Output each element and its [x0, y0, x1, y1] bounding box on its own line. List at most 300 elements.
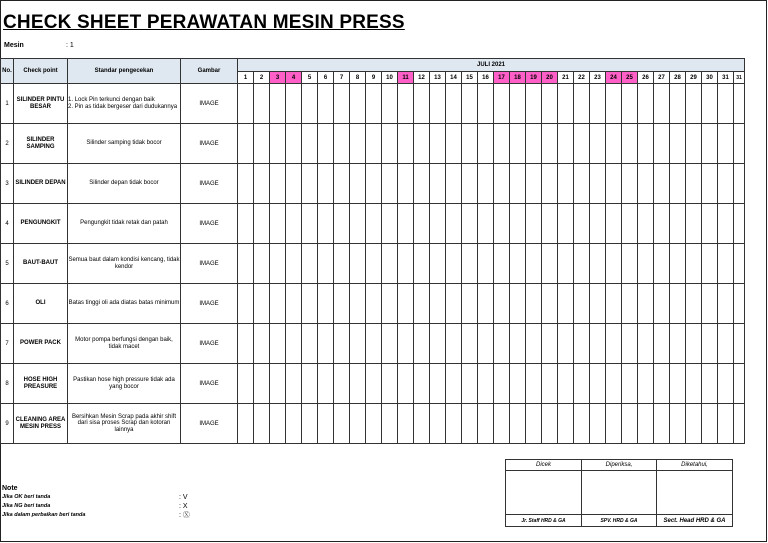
- day-check-cell[interactable]: [638, 84, 654, 124]
- day-check-cell[interactable]: [654, 204, 670, 244]
- day-check-cell[interactable]: [686, 124, 702, 164]
- day-check-cell[interactable]: [590, 284, 606, 324]
- day-check-cell[interactable]: [558, 284, 574, 324]
- day-check-cell[interactable]: [334, 164, 350, 204]
- day-check-cell[interactable]: [702, 244, 718, 284]
- day-check-cell[interactable]: [702, 284, 718, 324]
- day-check-cell[interactable]: [350, 204, 366, 244]
- day-check-cell[interactable]: [414, 84, 430, 124]
- day-check-cell[interactable]: [270, 244, 286, 284]
- day-check-cell[interactable]: [526, 84, 542, 124]
- day-check-cell[interactable]: [510, 244, 526, 284]
- day-check-cell[interactable]: [334, 324, 350, 364]
- day-check-cell[interactable]: [654, 364, 670, 404]
- day-check-cell[interactable]: [526, 244, 542, 284]
- day-header: 30: [702, 72, 718, 84]
- day-check-cell[interactable]: [654, 84, 670, 124]
- day-check-cell[interactable]: [510, 284, 526, 324]
- day-check-cell[interactable]: [734, 204, 745, 244]
- day-check-cell[interactable]: [446, 204, 462, 244]
- day-check-cell[interactable]: [718, 284, 734, 324]
- day-check-cell[interactable]: [286, 124, 302, 164]
- day-check-cell[interactable]: [462, 84, 478, 124]
- day-check-cell[interactable]: [574, 284, 590, 324]
- day-check-cell[interactable]: [254, 404, 270, 444]
- day-check-cell[interactable]: [254, 204, 270, 244]
- day-check-cell[interactable]: [430, 244, 446, 284]
- day-check-cell[interactable]: [286, 284, 302, 324]
- day-check-cell[interactable]: [334, 84, 350, 124]
- day-check-cell[interactable]: [494, 244, 510, 284]
- day-check-cell[interactable]: [494, 364, 510, 404]
- day-check-cell[interactable]: [558, 364, 574, 404]
- standard-text: 1. Lock Pin terkunci dengan baik 2. Pin as tidak bergeser dari dudukannya: [68, 84, 181, 124]
- day-check-cell[interactable]: [382, 324, 398, 364]
- day-check-cell[interactable]: [398, 164, 414, 204]
- day-check-cell[interactable]: [638, 324, 654, 364]
- day-check-cell[interactable]: [478, 204, 494, 244]
- day-check-cell[interactable]: [430, 364, 446, 404]
- day-check-cell[interactable]: [478, 164, 494, 204]
- day-check-cell[interactable]: [622, 164, 638, 204]
- day-check-cell[interactable]: [734, 324, 745, 364]
- day-check-cell[interactable]: [494, 84, 510, 124]
- day-check-cell[interactable]: [478, 84, 494, 124]
- day-check-cell[interactable]: [318, 324, 334, 364]
- day-check-cell[interactable]: [574, 404, 590, 444]
- day-check-cell[interactable]: [702, 84, 718, 124]
- day-check-cell[interactable]: [350, 124, 366, 164]
- day-check-cell[interactable]: [526, 164, 542, 204]
- day-check-cell[interactable]: [462, 404, 478, 444]
- day-check-cell[interactable]: [718, 364, 734, 404]
- day-check-cell[interactable]: [670, 124, 686, 164]
- day-check-cell[interactable]: [318, 244, 334, 284]
- day-check-cell[interactable]: [542, 244, 558, 284]
- day-check-cell[interactable]: [670, 404, 686, 444]
- day-check-cell[interactable]: [638, 364, 654, 404]
- day-check-cell[interactable]: [302, 164, 318, 204]
- day-check-cell[interactable]: [462, 164, 478, 204]
- day-check-cell[interactable]: [430, 164, 446, 204]
- day-header: 20: [542, 72, 558, 84]
- day-check-cell[interactable]: [622, 404, 638, 444]
- day-check-cell[interactable]: [366, 124, 382, 164]
- day-check-cell[interactable]: [414, 324, 430, 364]
- day-check-cell[interactable]: [686, 244, 702, 284]
- day-check-cell[interactable]: [334, 244, 350, 284]
- day-check-cell[interactable]: [654, 124, 670, 164]
- day-check-cell[interactable]: [446, 244, 462, 284]
- day-check-cell[interactable]: [238, 244, 254, 284]
- day-check-cell[interactable]: [494, 324, 510, 364]
- day-check-cell[interactable]: [462, 364, 478, 404]
- day-check-cell[interactable]: [478, 124, 494, 164]
- day-check-cell[interactable]: [574, 324, 590, 364]
- day-check-cell[interactable]: [686, 364, 702, 404]
- day-check-cell[interactable]: [734, 164, 745, 204]
- day-check-cell[interactable]: [510, 404, 526, 444]
- day-check-cell[interactable]: [350, 404, 366, 444]
- day-check-cell[interactable]: [254, 164, 270, 204]
- day-check-cell[interactable]: [654, 164, 670, 204]
- day-check-cell[interactable]: [286, 204, 302, 244]
- day-check-cell[interactable]: [398, 284, 414, 324]
- day-check-cell[interactable]: [318, 364, 334, 404]
- day-check-cell[interactable]: [558, 124, 574, 164]
- day-check-cell[interactable]: [430, 404, 446, 444]
- day-check-cell[interactable]: [414, 164, 430, 204]
- day-check-cell[interactable]: [398, 364, 414, 404]
- check-point: PENGUNGKIT: [14, 204, 68, 244]
- day-check-cell[interactable]: [510, 164, 526, 204]
- day-check-cell[interactable]: [686, 404, 702, 444]
- day-check-cell[interactable]: [622, 124, 638, 164]
- day-check-cell[interactable]: [574, 84, 590, 124]
- day-check-cell[interactable]: [414, 204, 430, 244]
- day-check-cell[interactable]: [446, 124, 462, 164]
- day-check-cell[interactable]: [270, 84, 286, 124]
- day-check-cell[interactable]: [366, 204, 382, 244]
- day-check-cell[interactable]: [494, 124, 510, 164]
- day-check-cell[interactable]: [654, 244, 670, 284]
- day-check-cell[interactable]: [734, 84, 745, 124]
- day-check-cell[interactable]: [462, 124, 478, 164]
- check-point: OLI: [14, 284, 68, 324]
- day-check-cell[interactable]: [430, 124, 446, 164]
- day-check-cell[interactable]: [542, 404, 558, 444]
- day-check-cell[interactable]: [430, 204, 446, 244]
- day-check-cell[interactable]: [654, 404, 670, 444]
- day-check-cell[interactable]: [734, 284, 745, 324]
- day-check-cell[interactable]: [446, 324, 462, 364]
- day-check-cell[interactable]: [302, 324, 318, 364]
- day-check-cell[interactable]: [606, 164, 622, 204]
- day-check-cell[interactable]: [702, 124, 718, 164]
- day-check-cell[interactable]: [318, 204, 334, 244]
- day-check-cell[interactable]: [382, 204, 398, 244]
- day-check-cell[interactable]: [686, 324, 702, 364]
- day-check-cell[interactable]: [606, 324, 622, 364]
- day-check-cell[interactable]: [670, 244, 686, 284]
- day-check-cell[interactable]: [254, 244, 270, 284]
- day-check-cell[interactable]: [718, 124, 734, 164]
- day-check-cell[interactable]: [734, 244, 745, 284]
- day-check-cell[interactable]: [366, 244, 382, 284]
- day-check-cell[interactable]: [398, 204, 414, 244]
- day-check-cell[interactable]: [638, 404, 654, 444]
- day-check-cell[interactable]: [670, 164, 686, 204]
- day-check-cell[interactable]: [302, 204, 318, 244]
- day-check-cell[interactable]: [286, 164, 302, 204]
- header-standar: Standar pengecekan: [68, 59, 181, 84]
- day-check-cell[interactable]: [302, 124, 318, 164]
- day-check-cell[interactable]: [414, 124, 430, 164]
- day-check-cell[interactable]: [238, 364, 254, 404]
- day-check-cell[interactable]: [510, 364, 526, 404]
- day-check-cell[interactable]: [350, 164, 366, 204]
- day-check-cell[interactable]: [638, 244, 654, 284]
- day-check-cell[interactable]: [366, 164, 382, 204]
- day-check-cell[interactable]: [334, 204, 350, 244]
- day-check-cell[interactable]: [622, 364, 638, 404]
- day-check-cell[interactable]: [270, 404, 286, 444]
- day-check-cell[interactable]: [334, 404, 350, 444]
- day-check-cell[interactable]: [702, 164, 718, 204]
- day-check-cell[interactable]: [558, 324, 574, 364]
- day-check-cell[interactable]: [254, 284, 270, 324]
- day-check-cell[interactable]: [622, 84, 638, 124]
- day-check-cell[interactable]: [702, 324, 718, 364]
- day-check-cell[interactable]: [286, 364, 302, 404]
- day-check-cell[interactable]: [622, 204, 638, 244]
- day-check-cell[interactable]: [590, 404, 606, 444]
- day-check-cell[interactable]: [238, 204, 254, 244]
- day-check-cell[interactable]: [430, 324, 446, 364]
- day-check-cell[interactable]: [558, 204, 574, 244]
- day-check-cell[interactable]: [510, 324, 526, 364]
- day-check-cell[interactable]: [382, 124, 398, 164]
- day-check-cell[interactable]: [638, 124, 654, 164]
- day-check-cell[interactable]: [238, 164, 254, 204]
- day-check-cell[interactable]: [622, 244, 638, 284]
- day-check-cell[interactable]: [702, 204, 718, 244]
- day-check-cell[interactable]: [446, 84, 462, 124]
- day-check-cell[interactable]: [270, 204, 286, 244]
- day-check-cell[interactable]: [686, 284, 702, 324]
- day-check-cell[interactable]: [686, 164, 702, 204]
- day-check-cell[interactable]: [254, 364, 270, 404]
- day-check-cell[interactable]: [734, 124, 745, 164]
- day-check-cell[interactable]: [718, 84, 734, 124]
- day-check-cell[interactable]: [654, 284, 670, 324]
- day-check-cell[interactable]: [350, 364, 366, 404]
- day-check-cell[interactable]: [350, 284, 366, 324]
- day-check-cell[interactable]: [366, 404, 382, 444]
- day-check-cell[interactable]: [542, 324, 558, 364]
- day-check-cell[interactable]: [494, 404, 510, 444]
- day-check-cell[interactable]: [526, 364, 542, 404]
- day-check-cell[interactable]: [478, 284, 494, 324]
- day-check-cell[interactable]: [366, 324, 382, 364]
- day-check-cell[interactable]: [318, 84, 334, 124]
- day-check-cell[interactable]: [414, 284, 430, 324]
- day-check-cell[interactable]: [574, 204, 590, 244]
- day-check-cell[interactable]: [478, 324, 494, 364]
- day-check-cell[interactable]: [606, 84, 622, 124]
- day-check-cell[interactable]: [414, 364, 430, 404]
- day-check-cell[interactable]: [318, 124, 334, 164]
- day-check-cell[interactable]: [542, 284, 558, 324]
- day-check-cell[interactable]: [302, 84, 318, 124]
- day-check-cell[interactable]: [558, 164, 574, 204]
- day-check-cell[interactable]: [286, 324, 302, 364]
- day-check-cell[interactable]: [462, 324, 478, 364]
- day-check-cell[interactable]: [622, 324, 638, 364]
- day-check-cell[interactable]: [606, 404, 622, 444]
- day-check-cell[interactable]: [494, 164, 510, 204]
- day-check-cell[interactable]: [606, 284, 622, 324]
- day-check-cell[interactable]: [622, 284, 638, 324]
- day-check-cell[interactable]: [414, 244, 430, 284]
- day-check-cell[interactable]: [558, 404, 574, 444]
- day-check-cell[interactable]: [254, 124, 270, 164]
- day-check-cell[interactable]: [606, 124, 622, 164]
- day-check-cell[interactable]: [558, 244, 574, 284]
- day-check-cell[interactable]: [654, 324, 670, 364]
- day-check-cell[interactable]: [286, 404, 302, 444]
- day-check-cell[interactable]: [494, 204, 510, 244]
- day-check-cell[interactable]: [382, 284, 398, 324]
- day-check-cell[interactable]: [590, 244, 606, 284]
- day-check-cell[interactable]: [526, 284, 542, 324]
- day-check-cell[interactable]: [590, 324, 606, 364]
- day-check-cell[interactable]: [334, 284, 350, 324]
- day-check-cell[interactable]: [526, 204, 542, 244]
- day-check-cell[interactable]: [350, 324, 366, 364]
- day-check-cell[interactable]: [702, 404, 718, 444]
- day-check-cell[interactable]: [398, 324, 414, 364]
- day-check-cell[interactable]: [558, 84, 574, 124]
- day-check-cell[interactable]: [446, 404, 462, 444]
- day-check-cell[interactable]: [270, 324, 286, 364]
- day-check-cell[interactable]: [574, 364, 590, 404]
- day-check-cell[interactable]: [254, 324, 270, 364]
- day-check-cell[interactable]: [382, 84, 398, 124]
- day-check-cell[interactable]: [542, 364, 558, 404]
- day-check-cell[interactable]: [542, 164, 558, 204]
- day-check-cell[interactable]: [446, 284, 462, 324]
- day-check-cell[interactable]: [478, 404, 494, 444]
- day-check-cell[interactable]: [590, 204, 606, 244]
- sign-space-acknowledged[interactable]: [657, 471, 733, 515]
- day-check-cell[interactable]: [638, 164, 654, 204]
- day-check-cell[interactable]: [510, 204, 526, 244]
- day-check-cell[interactable]: [382, 364, 398, 404]
- day-check-cell[interactable]: [718, 324, 734, 364]
- day-check-cell[interactable]: [350, 84, 366, 124]
- day-check-cell[interactable]: [430, 284, 446, 324]
- day-check-cell[interactable]: [446, 164, 462, 204]
- day-check-cell[interactable]: [734, 404, 745, 444]
- day-check-cell[interactable]: [270, 124, 286, 164]
- sign-space-checked[interactable]: [506, 471, 582, 515]
- day-check-cell[interactable]: [606, 204, 622, 244]
- image-placeholder: IMAGE: [181, 244, 238, 284]
- day-check-cell[interactable]: [382, 404, 398, 444]
- day-check-cell[interactable]: [590, 364, 606, 404]
- day-check-cell[interactable]: [430, 84, 446, 124]
- day-check-cell[interactable]: [462, 284, 478, 324]
- day-check-cell[interactable]: [302, 404, 318, 444]
- day-check-cell[interactable]: [590, 124, 606, 164]
- day-check-cell[interactable]: [286, 244, 302, 284]
- day-check-cell[interactable]: [414, 404, 430, 444]
- day-check-cell[interactable]: [670, 204, 686, 244]
- day-check-cell[interactable]: [510, 84, 526, 124]
- day-check-cell[interactable]: [702, 364, 718, 404]
- day-check-cell[interactable]: [718, 164, 734, 204]
- day-check-cell[interactable]: [238, 124, 254, 164]
- day-check-cell[interactable]: [270, 284, 286, 324]
- day-check-cell[interactable]: [478, 244, 494, 284]
- day-check-cell[interactable]: [238, 284, 254, 324]
- day-check-cell[interactable]: [318, 404, 334, 444]
- day-check-cell[interactable]: [670, 324, 686, 364]
- day-check-cell[interactable]: [334, 364, 350, 404]
- day-check-cell[interactable]: [382, 164, 398, 204]
- day-check-cell[interactable]: [606, 364, 622, 404]
- day-check-cell[interactable]: [478, 364, 494, 404]
- day-check-cell[interactable]: [366, 364, 382, 404]
- day-check-cell[interactable]: [638, 204, 654, 244]
- day-check-cell[interactable]: [286, 84, 302, 124]
- day-check-cell[interactable]: [254, 84, 270, 124]
- day-check-cell[interactable]: [606, 244, 622, 284]
- day-check-cell[interactable]: [574, 164, 590, 204]
- day-check-cell[interactable]: [366, 284, 382, 324]
- day-check-cell[interactable]: [510, 124, 526, 164]
- day-check-cell[interactable]: [670, 364, 686, 404]
- day-check-cell[interactable]: [670, 84, 686, 124]
- day-check-cell[interactable]: [350, 244, 366, 284]
- day-check-cell[interactable]: [398, 244, 414, 284]
- day-check-cell[interactable]: [382, 244, 398, 284]
- day-check-cell[interactable]: [302, 364, 318, 404]
- day-check-cell[interactable]: [270, 364, 286, 404]
- day-check-cell[interactable]: [718, 244, 734, 284]
- day-check-cell[interactable]: [526, 124, 542, 164]
- day-check-cell[interactable]: [318, 284, 334, 324]
- day-check-cell[interactable]: [446, 364, 462, 404]
- day-check-cell[interactable]: [718, 204, 734, 244]
- day-check-cell[interactable]: [462, 204, 478, 244]
- day-check-cell[interactable]: [398, 84, 414, 124]
- day-check-cell[interactable]: [542, 84, 558, 124]
- day-check-cell[interactable]: [542, 204, 558, 244]
- day-check-cell[interactable]: [398, 124, 414, 164]
- day-check-cell[interactable]: [574, 124, 590, 164]
- day-check-cell[interactable]: [398, 404, 414, 444]
- day-check-cell[interactable]: [526, 404, 542, 444]
- day-check-cell[interactable]: [334, 124, 350, 164]
- day-check-cell[interactable]: [318, 164, 334, 204]
- day-check-cell[interactable]: [366, 84, 382, 124]
- day-check-cell[interactable]: [718, 404, 734, 444]
- day-check-cell[interactable]: [590, 164, 606, 204]
- day-check-cell[interactable]: [238, 84, 254, 124]
- day-check-cell[interactable]: [302, 244, 318, 284]
- day-header: 27: [654, 72, 670, 84]
- day-check-cell[interactable]: [574, 244, 590, 284]
- day-check-cell[interactable]: [542, 124, 558, 164]
- day-check-cell[interactable]: [462, 244, 478, 284]
- day-check-cell[interactable]: [670, 284, 686, 324]
- day-check-cell[interactable]: [686, 204, 702, 244]
- day-check-cell[interactable]: [734, 364, 745, 404]
- day-check-cell[interactable]: [302, 284, 318, 324]
- day-check-cell[interactable]: [270, 164, 286, 204]
- day-check-cell[interactable]: [638, 284, 654, 324]
- day-check-cell[interactable]: [526, 324, 542, 364]
- day-check-cell[interactable]: [238, 404, 254, 444]
- table-row: [1, 404, 745, 444]
- day-check-cell[interactable]: [590, 84, 606, 124]
- day-check-cell[interactable]: [686, 84, 702, 124]
- day-check-cell[interactable]: [494, 284, 510, 324]
- day-check-cell[interactable]: [238, 324, 254, 364]
- sign-space-reviewed[interactable]: [582, 471, 657, 515]
